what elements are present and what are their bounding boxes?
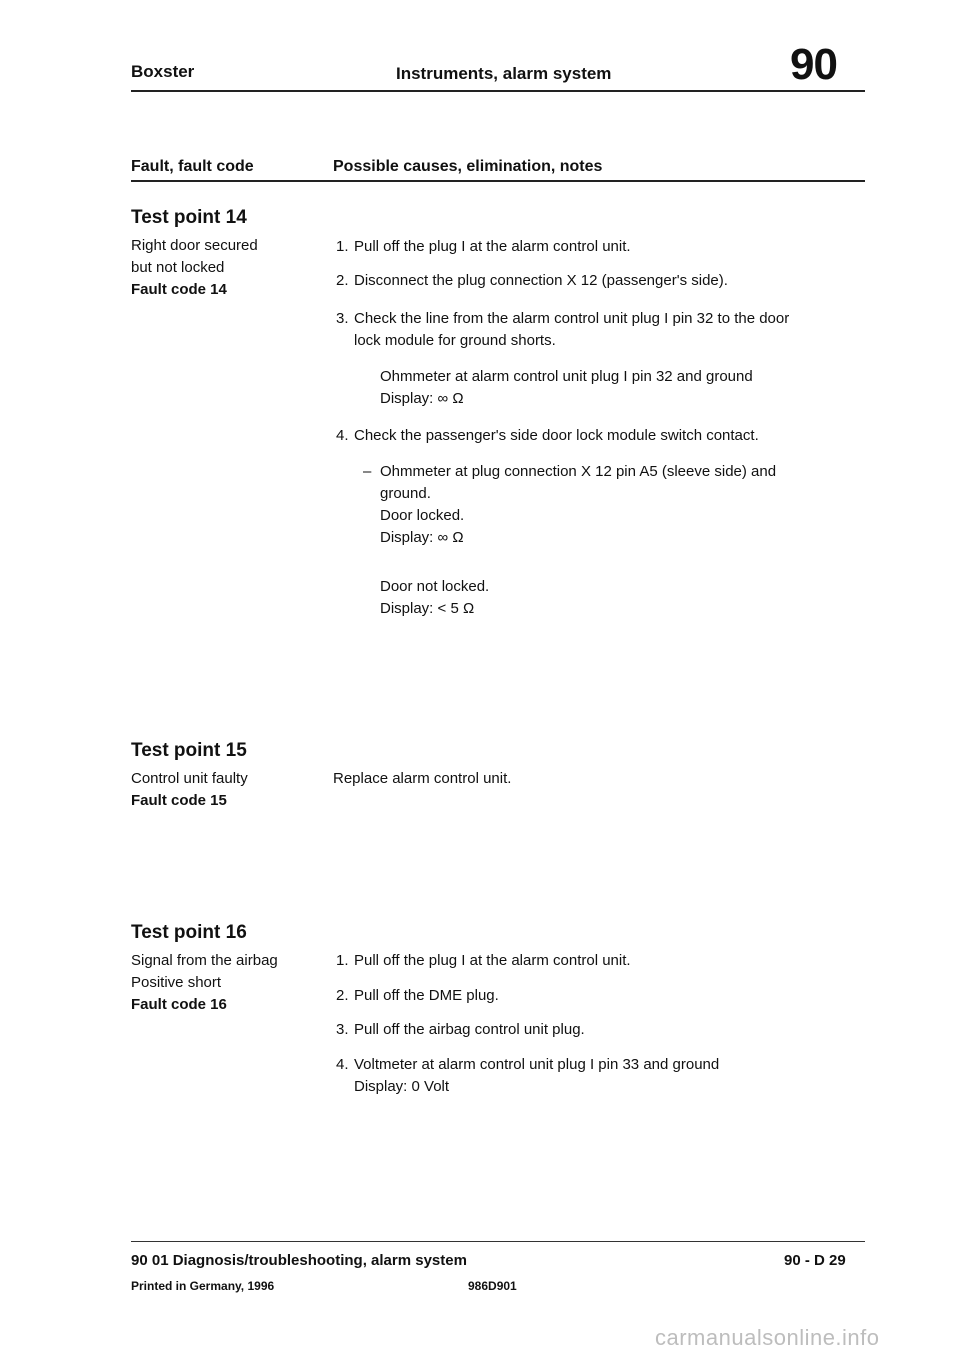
test-point-14-desc-1: Right door secured (131, 237, 258, 254)
step-text-continued: Display: 0 Volt (354, 1078, 450, 1095)
column-heading-causes: Possible causes, elimination, notes (333, 158, 603, 175)
step-number: 3. (336, 310, 349, 327)
tp14-step-4-detail-5: Door not locked. (380, 578, 490, 595)
test-point-14-desc-2: but not locked (131, 259, 225, 276)
tp14-step-3 (336, 308, 846, 352)
step-text: Check the line from the alarm control unit plug I pin 32 to the door (354, 310, 790, 327)
step-text: Voltmeter at alarm control unit plug I pin 33 and ground (354, 1056, 720, 1073)
test-point-15-title: Test point 15 (131, 740, 247, 761)
column-heading-fault: Fault, fault code (131, 158, 254, 175)
tp14-step-4-detail-3: Door locked. (380, 507, 465, 524)
test-point-15-desc: Control unit faulty (131, 770, 248, 787)
tp16-step-4 (336, 1054, 846, 1098)
tp14-step-4-detail-2: ground. (380, 485, 431, 502)
test-point-14-fault-code: Fault code 14 (131, 281, 227, 298)
tp16-step-1 (336, 950, 846, 972)
test-point-14-title: Test point 14 (131, 207, 247, 228)
tp16-step-3 (336, 1019, 846, 1041)
footer-rule (131, 1241, 865, 1242)
tp14-step-4-detail-1: Ohmmeter at plug connection X 12 pin A5 (sleeve side) and (380, 463, 777, 480)
step-text: Pull off the airbag control unit plug. (354, 1021, 585, 1038)
watermark: carmanualsonline.info (655, 1325, 880, 1350)
test-point-16-fault-code: Fault code 16 (131, 996, 227, 1013)
step-number: 3. (336, 1021, 349, 1038)
column-rule (131, 180, 865, 182)
header-model: Boxster (131, 62, 195, 81)
header-title: Instruments, alarm system (396, 64, 612, 83)
dash-bullet: – (363, 463, 372, 480)
test-point-16-desc-1: Signal from the airbag (131, 952, 278, 969)
tp14-step-4-detail-4: Display: ∞ Ω (380, 529, 464, 546)
tp14-step-4 (336, 425, 846, 447)
step-number: 2. (336, 272, 349, 289)
step-number: 4. (336, 1056, 349, 1073)
page-number: 90 - D 29 (784, 1252, 846, 1269)
step-number: 1. (336, 952, 349, 969)
test-point-16-desc-2: Positive short (131, 974, 222, 991)
footer-section: 90 01 Diagnosis/troubleshooting, alarm system (131, 1252, 467, 1269)
step-text-continued: lock module for ground shorts. (354, 332, 556, 349)
tp14-step-3-detail-2: Display: ∞ Ω (380, 390, 464, 407)
section-number: 90 (790, 40, 837, 89)
header-rule (131, 90, 865, 92)
tp14-step-2 (336, 270, 846, 292)
printed-note: Printed in Germany, 1996 (131, 1279, 275, 1293)
step-text: Pull off the DME plug. (354, 987, 499, 1004)
step-text: Disconnect the plug connection X 12 (passenger's side). (354, 272, 728, 289)
test-point-15-fault-code: Fault code 15 (131, 792, 227, 809)
step-number: 2. (336, 987, 349, 1004)
tp16-step-2 (336, 985, 846, 1007)
step-number: 1. (336, 238, 349, 255)
tp14-step-4-detail-6: Display: < 5 Ω (380, 600, 475, 617)
tp15-step: Replace alarm control unit. (333, 770, 512, 787)
document-code: 986D901 (468, 1279, 517, 1293)
step-text: Check the passenger's side door lock module switch contact. (354, 427, 759, 444)
tp14-step-1 (336, 236, 846, 258)
test-point-16-title: Test point 16 (131, 922, 247, 943)
tp14-step-3-detail-1: Ohmmeter at alarm control unit plug I pin 32 and ground (380, 368, 753, 385)
step-text: Pull off the plug I at the alarm control unit. (354, 952, 631, 969)
step-number: 4. (336, 427, 349, 444)
step-text: Pull off the plug I at the alarm control unit. (354, 238, 631, 255)
